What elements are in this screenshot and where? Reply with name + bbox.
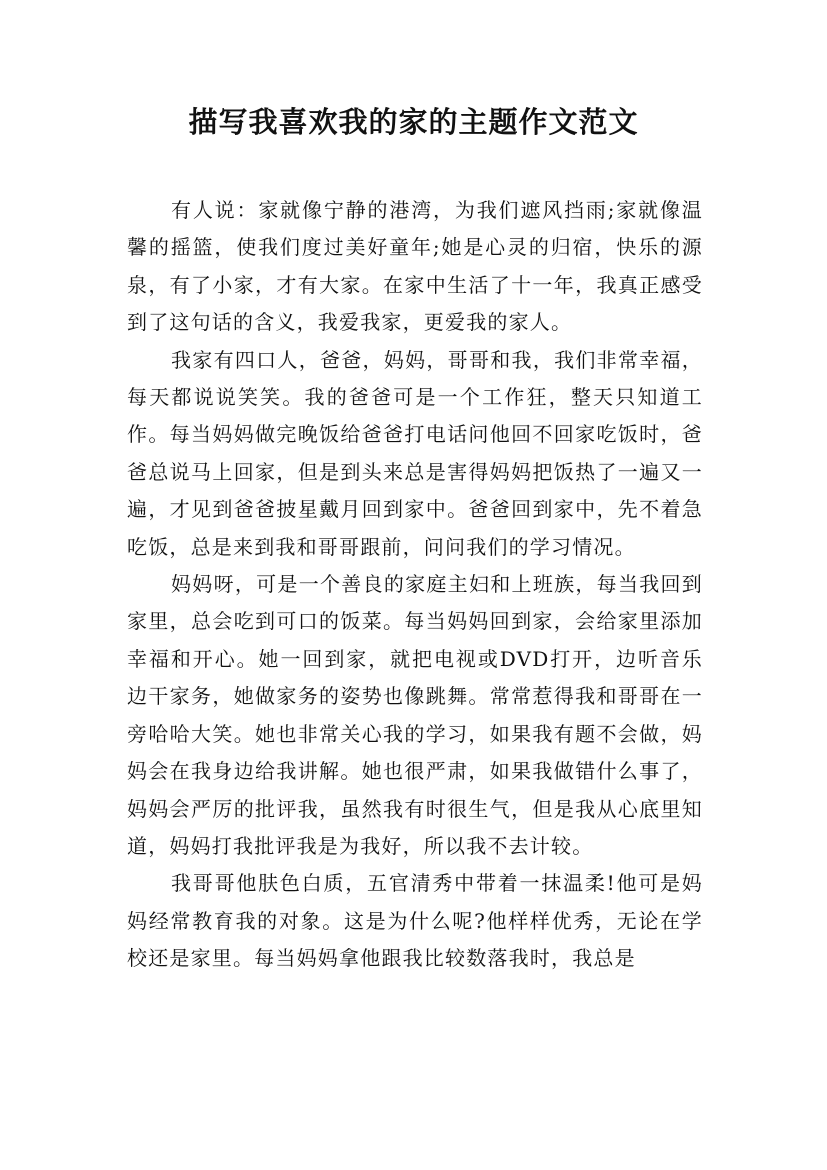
paragraph-father: 我家有四口人，爸爸，妈妈，哥哥和我，我们非常幸福，每天都说说笑笑。我的爸爸可是一个工作狂，整天只知道工作。每当妈妈做完晚饭给爸爸打电话问他回不回家吃饭时，爸爸总说马上回家，但是到头来总是害得妈妈把饭热了一遍又一遍，才见到爸爸披星戴月回到家中。爸爸回到家中，先不着急吃饭，总是来到我和哥哥跟前，问问我们的学习情况。 [127,347,703,559]
paragraph-brother: 我哥哥他肤色白质，五官清秀中带着一抹温柔!他可是妈妈经常教育我的对象。这是为什么呢?他样样优秀，无论在学校还是家里。每当妈妈拿他跟我比较数落我时，我总是 [127,871,703,971]
paragraph-mother: 妈妈呀，可是一个善良的家庭主妇和上班族，每当我回到家里，总会吃到可口的饭菜。每当妈妈回到家，会给家里添加幸福和开心。她一回到家，就把电视或DVD打开，边听音乐边干家务，她做家务的姿势也像跳舞。常常惹得我和哥哥在一旁哈哈大笑。她也非常关心我的学习，如果我有题不会做，妈妈会在我身边给我讲解。她也很严肃，如果我做错什么事了，妈妈会严厉的批评我，虽然我有时很生气，但是我从心底里知道，妈妈打我批评我是为我好，所以我不去计较。 [127,572,703,858]
document-title: 描写我喜欢我的家的主题作文范文 [188,105,639,139]
paragraph-intro: 有人说：家就像宁静的港湾，为我们遮风挡雨;家就像温馨的摇篮，使我们度过美好童年;她是心灵的归宿，快乐的源泉，有了小家，才有大家。在家中生活了十一年，我真正感受到了这句话的含义，我爱我家，更爱我的家人。 [127,198,703,335]
article-body [127,192,703,978]
